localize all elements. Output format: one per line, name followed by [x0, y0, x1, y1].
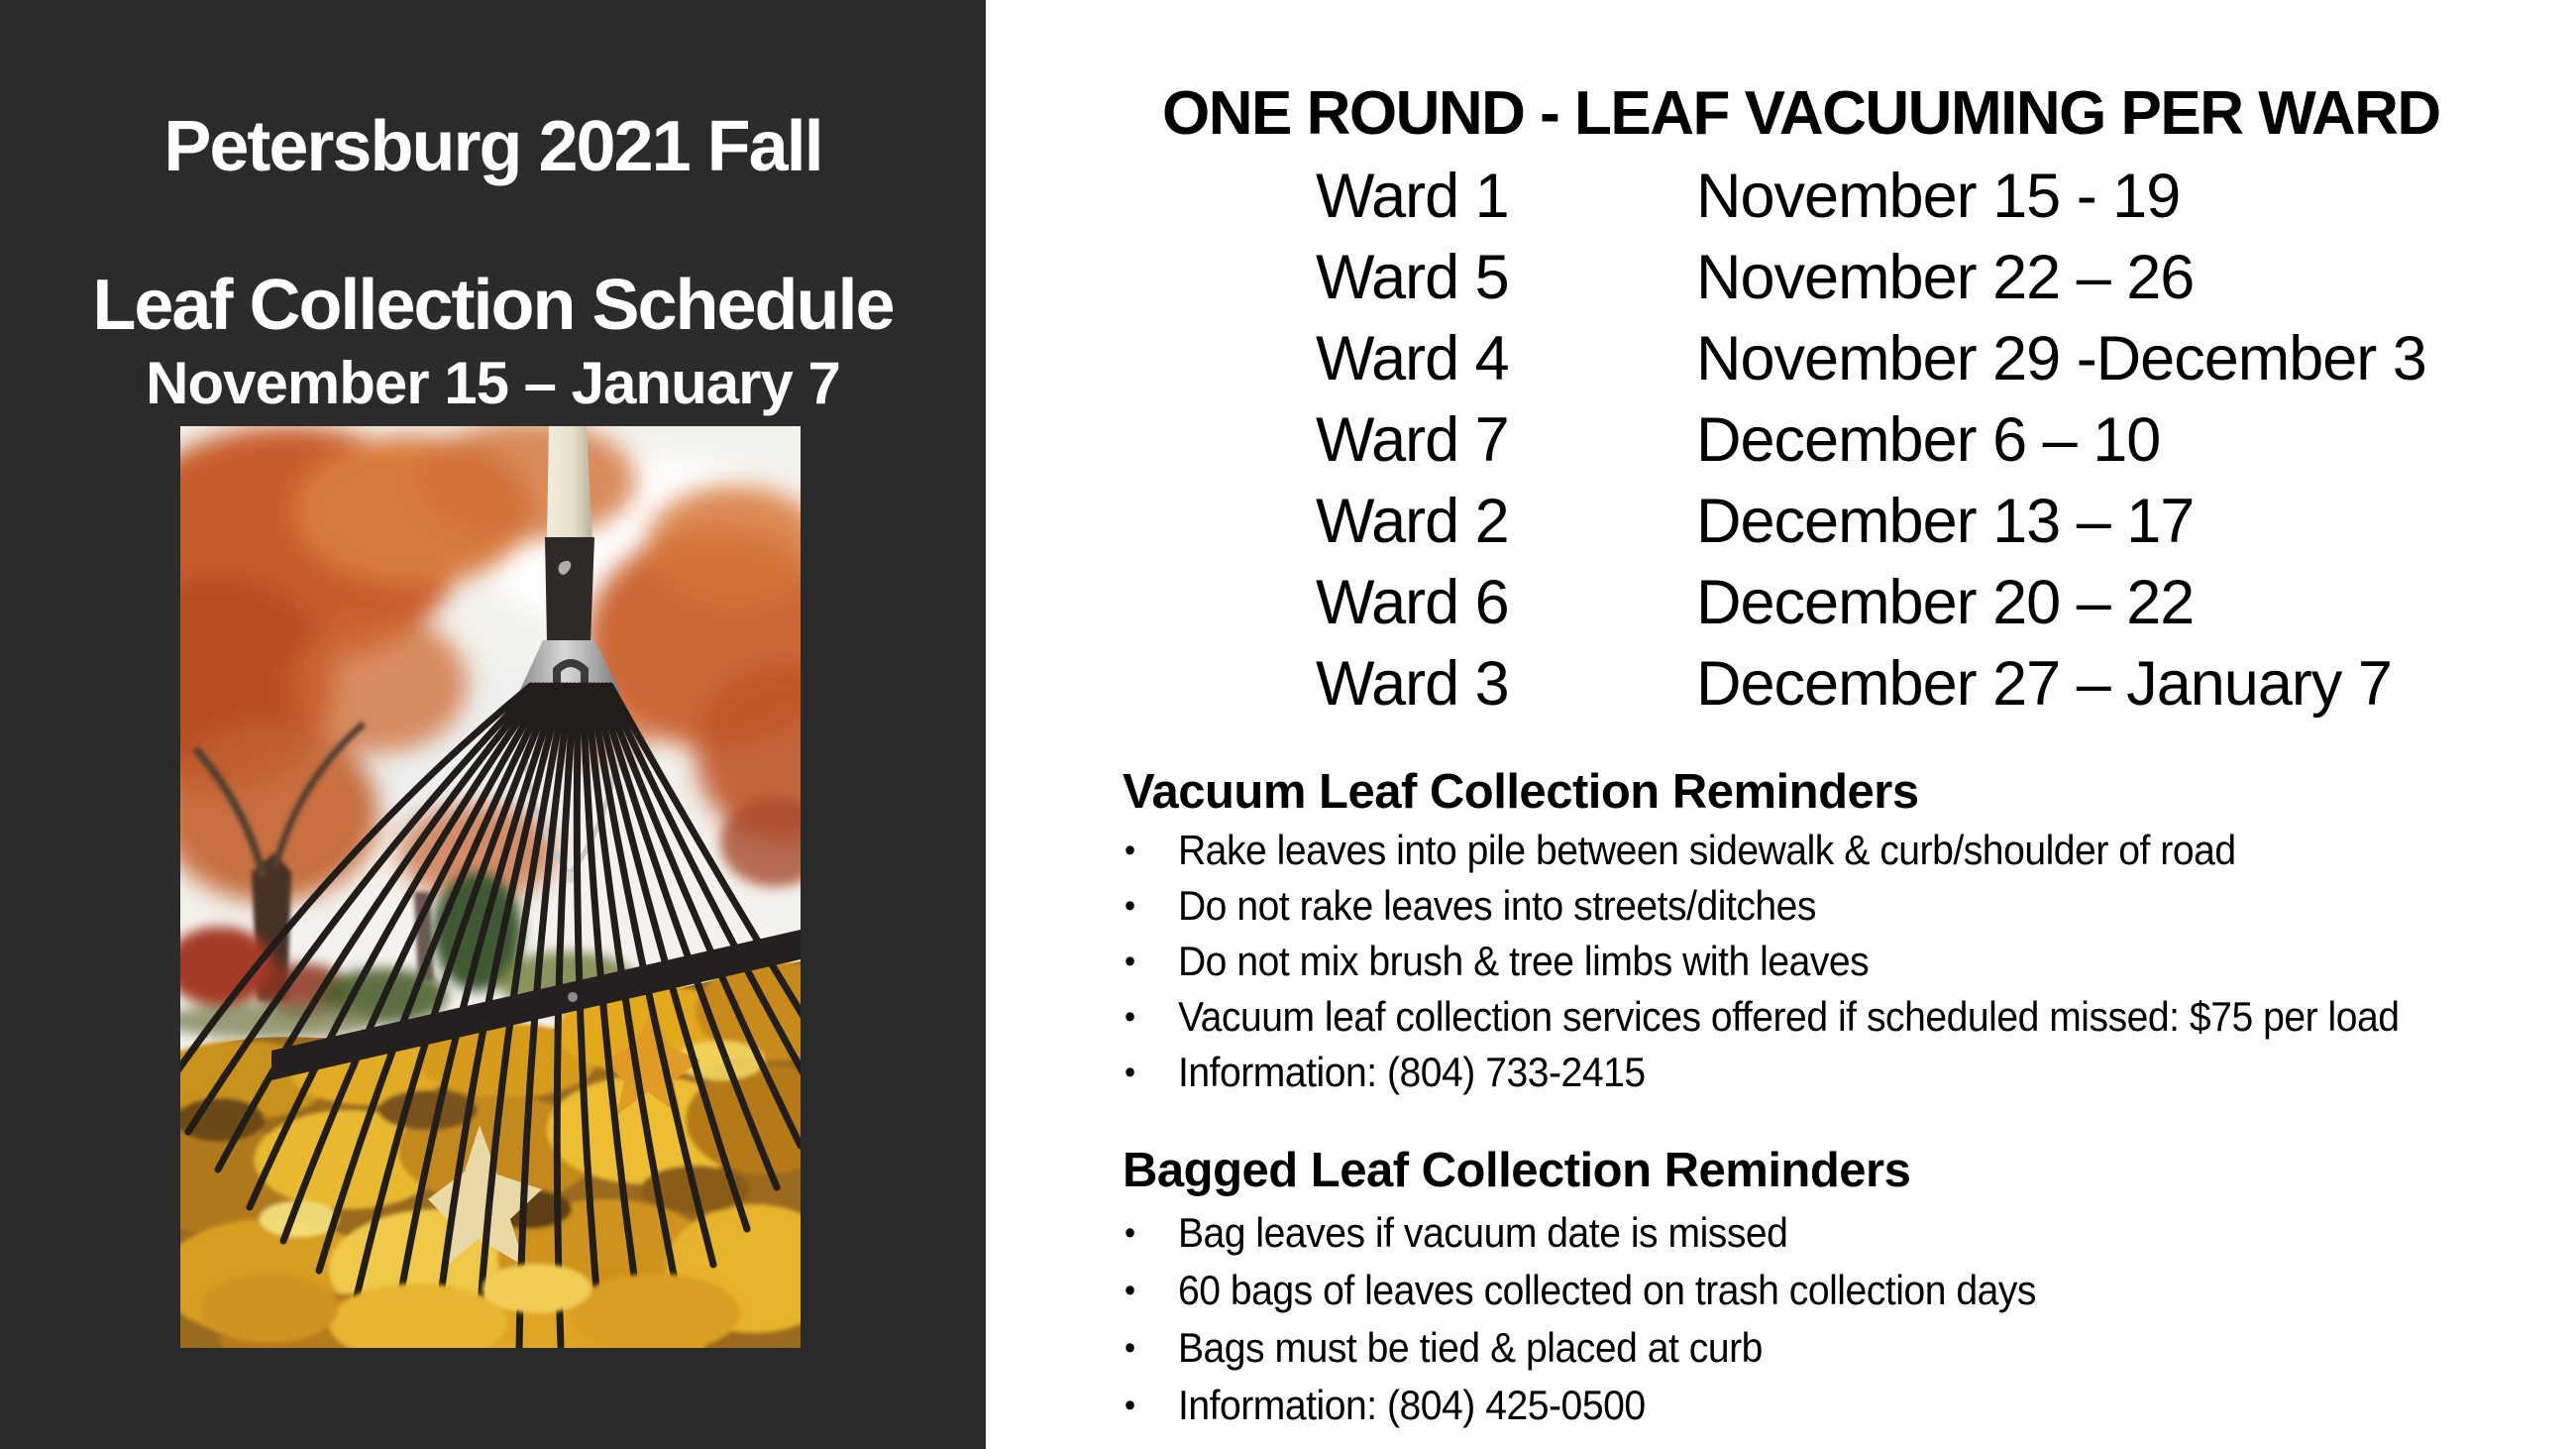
ward-dates: December 13 – 17 [1696, 487, 2195, 556]
ward-label: Ward 3 [1316, 649, 1509, 719]
table-row [1316, 481, 2426, 562]
vacuum-reminders-list [1125, 823, 2400, 1100]
ward-dates: December 20 – 22 [1696, 568, 2195, 637]
bagged-reminders-heading: Bagged Leaf Collection Reminders [1123, 1144, 1911, 1197]
ward-label: Ward 5 [1316, 243, 1509, 312]
list-item: • Bags must be tied & placed at curb [1125, 1319, 2036, 1377]
list-item: • Vacuum leaf collection services offered if scheduled missed: $75 per load [1125, 989, 2400, 1045]
schedule-heading: ONE ROUND - LEAF VACUUMING PER WARD [1162, 79, 2440, 148]
page-title-dates: November 15 – January 7 [146, 350, 840, 416]
table-row [1316, 643, 2426, 724]
page-title-line2: Leaf Collection Schedule [92, 266, 894, 345]
ward-label: Ward 7 [1316, 405, 1509, 475]
ward-dates: November 15 - 19 [1696, 162, 2181, 231]
ward-schedule-table [1316, 156, 2426, 724]
ward-dates: December 6 – 10 [1696, 405, 2161, 475]
list-item: • Rake leaves into pile between sidewalk & curb/shoulder of road [1125, 823, 2400, 878]
ward-dates: November 29 -December 3 [1696, 324, 2426, 393]
ward-dates: December 27 – January 7 [1696, 649, 2392, 719]
ward-label: Ward 6 [1316, 568, 1509, 637]
bagged-reminders-list [1125, 1204, 2036, 1434]
table-row [1316, 156, 2426, 237]
list-item: • 60 bags of leaves collected on trash collection days [1125, 1262, 2036, 1319]
page-title-line1: Petersburg 2021 Fall [163, 107, 822, 186]
list-item: • Information: (804) 733-2415 [1125, 1045, 2400, 1100]
list-item: • Do not mix brush & tree limbs with leaves [1125, 934, 2400, 989]
ward-dates: November 22 – 26 [1696, 243, 2195, 312]
list-item: • Bag leaves if vacuum date is missed [1125, 1204, 2036, 1262]
ward-label: Ward 2 [1316, 487, 1509, 556]
table-row [1316, 318, 2426, 399]
ward-label: Ward 1 [1316, 162, 1509, 231]
table-row [1316, 237, 2426, 318]
vacuum-reminders-heading: Vacuum Leaf Collection Reminders [1123, 765, 1919, 819]
leaf-rake-photo [180, 426, 801, 1348]
table-row [1316, 562, 2426, 643]
list-item: • Do not rake leaves into streets/ditches [1125, 878, 2400, 934]
ward-label: Ward 4 [1316, 324, 1509, 393]
left-title-panel [0, 0, 986, 1449]
table-row [1316, 399, 2426, 481]
page-title [0, 107, 986, 345]
list-item: • Information: (804) 425-0500 [1125, 1377, 2036, 1434]
